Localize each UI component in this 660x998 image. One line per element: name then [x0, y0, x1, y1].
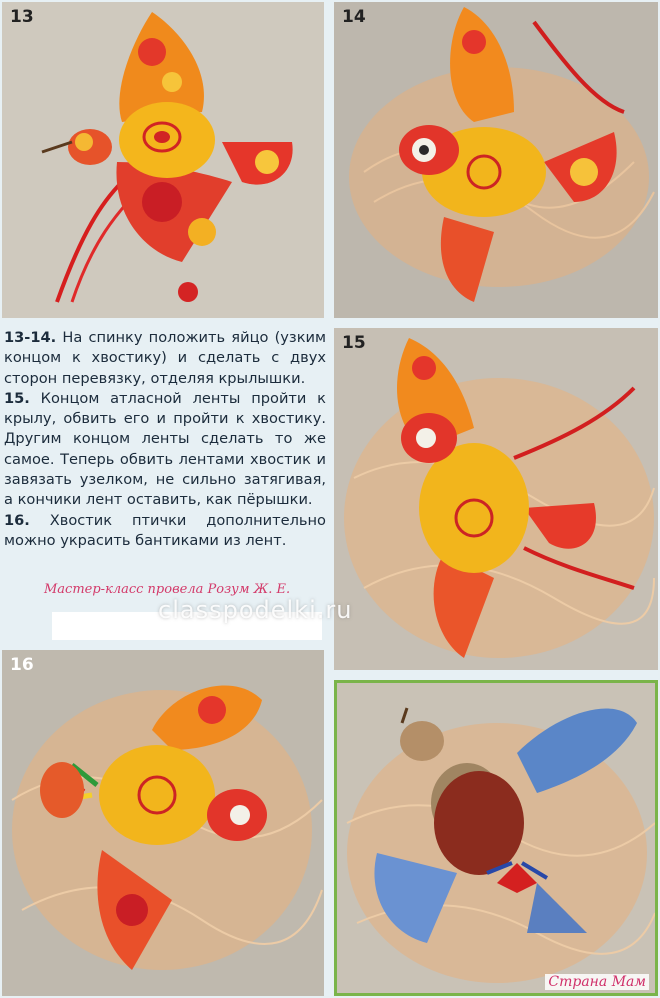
photo-step-14 [334, 2, 658, 318]
watermark: classpodelki.ru [158, 596, 353, 624]
bird-craft-image [2, 650, 324, 996]
instructions-text [4, 328, 326, 551]
step-number-15: 15 [342, 333, 366, 353]
bird-craft-image [2, 2, 324, 318]
photo-step-15 [334, 328, 658, 670]
step-number-13: 13 [10, 7, 34, 27]
step-number-16: 16 [10, 655, 34, 675]
bird-craft-image [334, 328, 658, 670]
bird-craft-image [337, 683, 655, 993]
instruction-step-15: 15. Концом атласной ленты пройти к крылу, обвить его и пройти к хвостику. Другим концом ленты сделать то же самое. Теперь обвить лентами хвостик и завязать узелком, не сильно затягивая, а кончики лент оставить, как пёрышки. [4, 389, 326, 509]
step-number-14: 14 [342, 7, 366, 27]
instruction-step-13-14: 13-14. На спинку положить яйцо (узким концом к хвостику) и сделать с двух сторон перевязку, отделяя крылышки. [4, 329, 326, 387]
instruction-step-16: 16. Хвостик птички дополнительно можно украсить бантиками из лент. [4, 511, 326, 549]
photo-final [337, 683, 655, 993]
brand-watermark: Страна Мам [545, 974, 649, 990]
bird-craft-image [334, 2, 658, 318]
final-photo-frame [334, 680, 658, 996]
credit-line: Мастер-класс провела Розум Ж. Е. [44, 582, 291, 597]
photo-step-13 [2, 2, 324, 318]
photo-step-16 [2, 650, 324, 996]
